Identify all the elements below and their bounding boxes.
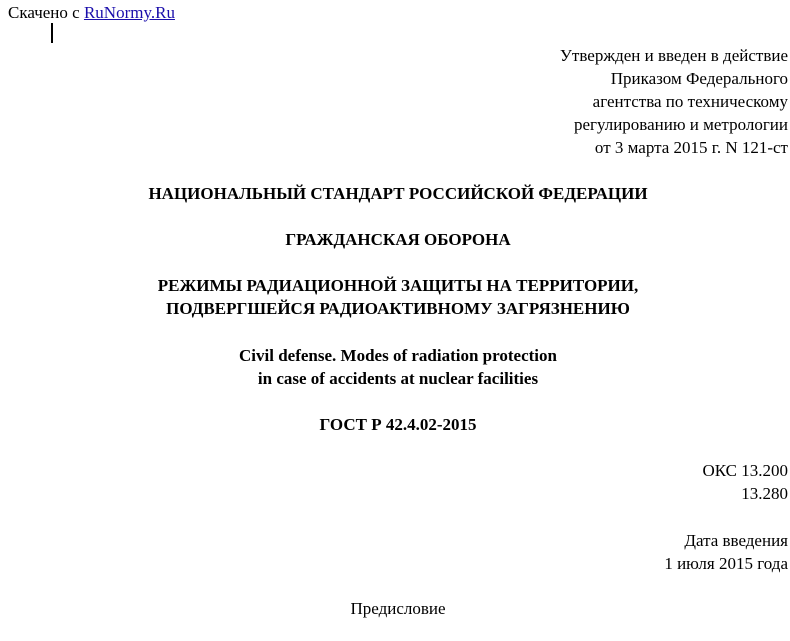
title-ru-line: ПОДВЕРГШЕЙСЯ РАДИОАКТИВНОМУ ЗАГРЯЗНЕНИЮ — [166, 299, 630, 318]
preface-heading: Предисловие — [350, 599, 446, 618]
title-en-line: Civil defense. Modes of radiation protection — [239, 346, 557, 365]
national-standard-title: НАЦИОНАЛЬНЫЙ СТАНДАРТ РОССИЙСКОЙ ФЕДЕРАЦИИ — [148, 184, 648, 203]
oks-classification — [702, 459, 788, 505]
approval-line: агентства по техническому — [592, 92, 788, 111]
title-en-line: in case of accidents at nuclear facilities — [257, 369, 539, 388]
approval-block — [560, 44, 788, 159]
approval-line: от 3 марта 2015 г. N 121-ст — [594, 138, 788, 157]
standard-code: ГОСТ Р 42.4.02-2015 — [319, 415, 477, 434]
runormy-link[interactable]: RuNormy.Ru — [83, 3, 175, 22]
introduction-label: Дата введения — [684, 531, 788, 550]
oks-code: ОКС 13.200 — [702, 461, 788, 480]
oks-code-second: 13.280 — [741, 484, 788, 503]
standard-title-ru — [0, 274, 790, 320]
standard-subtitle: ГРАЖДАНСКАЯ ОБОРОНА — [285, 230, 511, 249]
title-ru-line: РЕЖИМЫ РАДИАЦИОННОЙ ЗАЩИТЫ НА ТЕРРИТОРИИ, — [157, 276, 639, 295]
introduction-date: 1 июля 2015 года — [664, 554, 788, 573]
standard-title-en — [0, 344, 790, 390]
approval-line: Приказом Федерального — [610, 69, 788, 88]
text-cursor — [51, 23, 53, 43]
approval-line: Утвержден и введен в действие — [559, 46, 788, 65]
introduction-date-block — [664, 529, 788, 575]
approval-line: регулированию и метрологии — [573, 115, 788, 134]
source-attribution — [8, 1, 175, 24]
source-prefix: Скачено с — [8, 3, 80, 22]
